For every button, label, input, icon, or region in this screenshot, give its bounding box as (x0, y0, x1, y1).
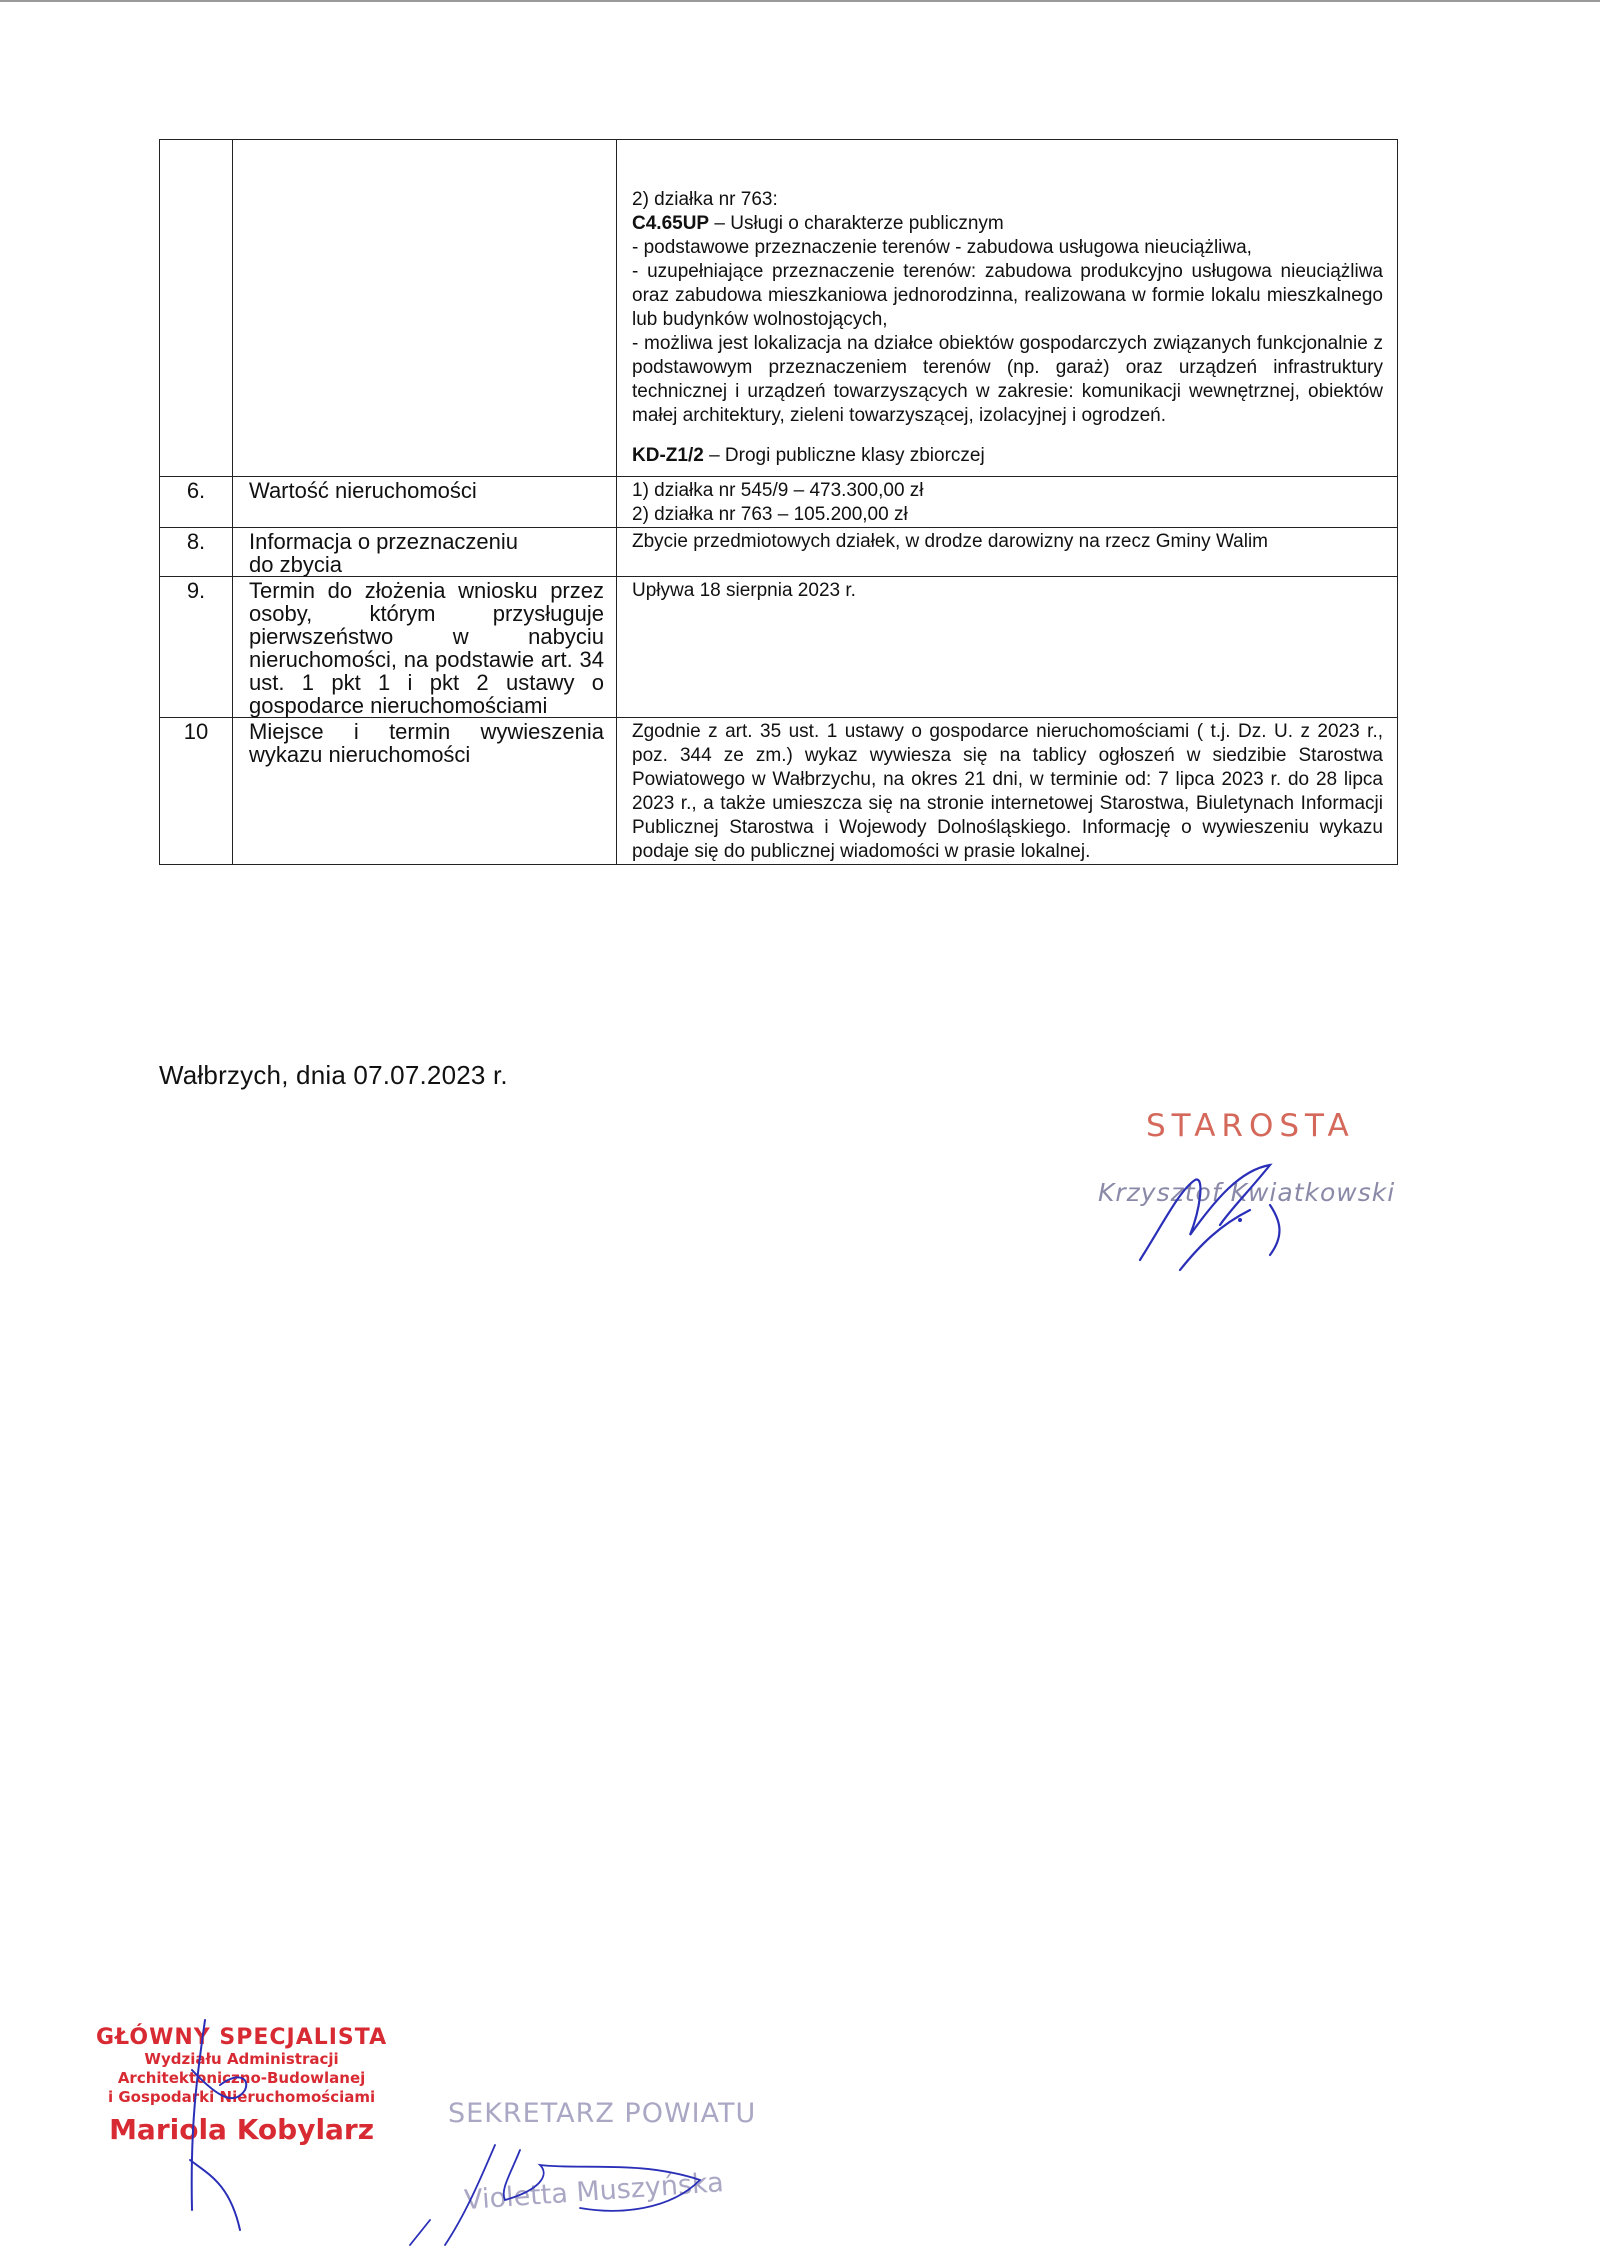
value-plot-545-9: 1) działka nr 545/9 – 473.300,00 zł (632, 480, 924, 501)
starosta-stamp-title: STAROSTA (1146, 1108, 1355, 1144)
property-listing-table (159, 139, 1398, 865)
starosta-signature (1120, 1140, 1340, 1280)
table-row-8 (160, 528, 1398, 577)
row-label: Miejsce i termin wywieszenia wykazu nieruchomości (233, 718, 617, 865)
row-number: 10 (160, 718, 233, 865)
zoning-description: – Drogi publiczne klasy zbiorczej (703, 445, 985, 466)
row-label: Wartość nieruchomości (233, 477, 617, 528)
zoning-kdz12 (632, 444, 1383, 468)
zoning-supplementary-purpose: - uzupełniające przeznaczenie terenów: zabudowa produkcyjno usługowa nieuciążliwa oraz zabudowa mieszkaniowa jednorodzinna, realizowana w formie lokalu mieszkalnego lub budynków wolnostojących, (632, 261, 1383, 330)
stamp-name: Violetta Muszyńska (463, 2167, 725, 2217)
row-value (617, 477, 1398, 528)
table-row-9 (160, 577, 1398, 718)
stamp-name: Mariola Kobylarz (109, 2113, 375, 2146)
row-label (233, 140, 617, 477)
row-value: Zbycie przedmiotowych działek, w drodze darowizny na rzecz Gminy Walim (617, 528, 1398, 577)
row-value: Upływa 18 sierpnia 2023 r. (617, 577, 1398, 718)
zoning-allowed-objects: - możliwa jest lokalizacja na działce obiektów gospodarczych związanych funkcjonalnie z podstawowym przeznaczeniem terenów (np. garaż) oraz urządzeń infrastruktury technicznej i urządzeń towarzyszących w zakresie: komunikacji wewnętrznej, obiektów małej architektury, zieleni towarzyszącej, izolacyjnej i ogrodzeń. (632, 333, 1383, 426)
stamp-department-line: Architektoniczno-Budowlanej (117, 2069, 366, 2087)
row-value (617, 140, 1398, 477)
row-label: Informacja o przeznaczeniu do zbycia (233, 528, 617, 577)
zoning-basic-purpose: - podstawowe przeznaczenie terenów - zabudowa usługowa nieuciążliwa, (632, 237, 1252, 258)
stamp-title: GŁÓWNY SPECJALISTA (96, 2025, 388, 2050)
row-number (160, 140, 233, 477)
row-number: 9. (160, 577, 233, 718)
table-row-6 (160, 477, 1398, 528)
scan-top-edge (0, 0, 1600, 2)
table-row-10 (160, 718, 1398, 865)
starosta-stamp-name: Krzysztof Kwiatkowski (1098, 1178, 1396, 1207)
stamp-department-line: Wydziału Administracji (144, 2050, 339, 2068)
zoning-c465up (632, 212, 1383, 236)
plot-763-title: 2) działka nr 763: (632, 189, 778, 210)
row-label: Termin do złożenia wniosku przez osoby, którym przysługuje pierwszeństwo w nabyciu nieruchomości, na podstawie art. 34 ust. 1 pkt 1 i pkt 2 ustawy o gospodarce nieruchomościami (233, 577, 617, 718)
secretary-signature (400, 2120, 730, 2260)
row-number: 6. (160, 477, 233, 528)
place-and-date: Wałbrzych, dnia 07.07.2023 r. (159, 1060, 508, 1090)
row-value: Zgodnie z art. 35 ust. 1 ustawy o gospodarce nieruchomościami ( t.j. Dz. U. z 2023 r., poz. 344 ze zm.) wykaz wywiesza się na tablicy ogłoszeń w siedzibie Starostwa Powiatowego w Wałbrzychu, na okres 21 dni, w terminie od: 7 lipca 2023 r. do 28 lipca 2023 r., a także umieszcza się na stronie internetowej Starostwa, Biuletynach Informacji Publicznej Starostwa i Wojewody Dolnośląskiego. Informację o wywieszeniu wykazu podaje się do publicznej wiadomości w prasie lokalnej. (617, 718, 1398, 865)
zoning-code: C4.65UP (632, 213, 710, 234)
zoning-description: – Usługi o charakterze publicznym (709, 213, 1004, 234)
stamp-department-line: i Gospodarki Nieruchomościami (107, 2088, 376, 2106)
chief-specialist-signature (150, 2010, 270, 2240)
value-plot-763: 2) działka nr 763 – 105.200,00 zł (632, 504, 908, 525)
stamp-title: SEKRETARZ POWIATU (448, 2098, 757, 2129)
row-number: 8. (160, 528, 233, 577)
table-row-zoning-continuation (160, 140, 1398, 477)
zoning-code: KD-Z1/2 (632, 445, 704, 466)
